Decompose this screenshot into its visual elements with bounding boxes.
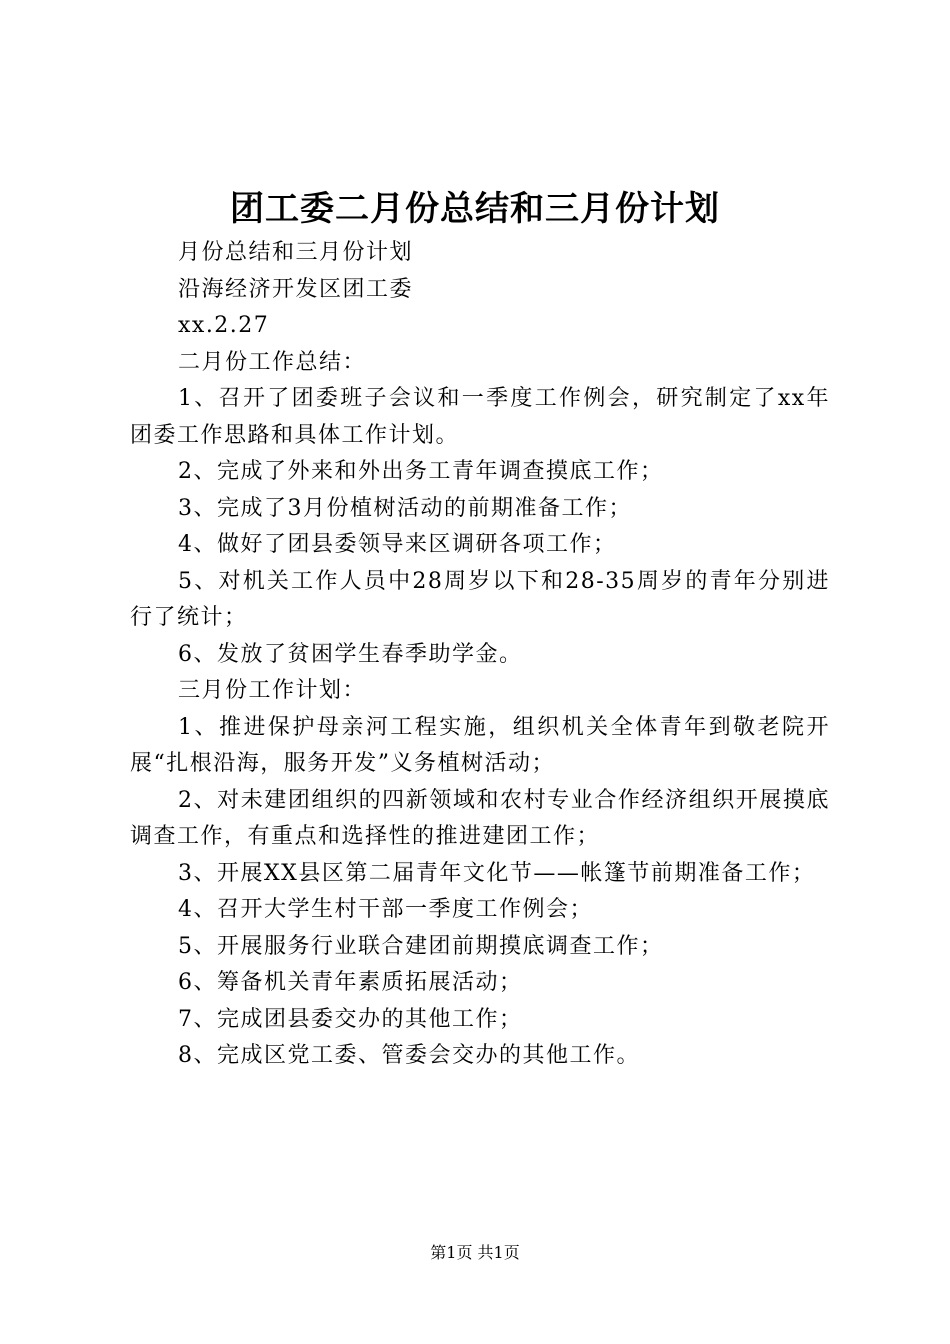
section-heading: 三月份工作计划： <box>178 678 367 703</box>
paragraph: 月份总结和三月份计划 <box>178 240 414 265</box>
list-item: 3、完成了3月份植树活动的前期准备工作； <box>178 495 632 521</box>
list-item: 4、召开大学生村干部一季度工作例会； <box>178 897 593 922</box>
page-footer: 第1页 共1页 <box>430 1243 520 1262</box>
paragraph: 沿海经济开发区团工委 <box>178 276 414 302</box>
list-item: 6、筹备机关青年素质拓展活动； <box>178 970 523 995</box>
list-item: 1、召开了团委班子会议和一季度工作例会，研究制定了xx年团委工作思路和具体工作计划。 <box>130 386 830 448</box>
list-item: 8、完成区党工委、管委会交办的其他工作。 <box>178 1043 640 1068</box>
paragraph: xx.2.27 <box>178 313 270 338</box>
list-item: 7、完成团县委交办的其他工作； <box>178 1006 523 1032</box>
list-item: 2、对未建团组织的四新领域和农村专业合作经济组织开展摸底调查工作，有重点和选择性的推进建团工作； <box>130 787 830 849</box>
list-item: 3、开展XX县区第二届青年文化节——帐篷节前期准备工作； <box>178 860 816 886</box>
list-item: 5、开展服务行业联合建团前期摸底调查工作； <box>178 933 664 959</box>
list-item: 6、发放了贫困学生春季助学金。 <box>178 641 523 667</box>
list-item: 5、对机关工作人员中28周岁以下和28-35周岁的青年分别进行了统计； <box>130 568 830 630</box>
section-heading: 二月份工作总结： <box>178 349 367 375</box>
list-item: 2、完成了外来和外出务工青年调查摸底工作； <box>178 459 664 484</box>
document-title: 团工委二月份总结和三月份计划 <box>230 189 720 229</box>
list-item: 4、做好了团县委领导来区调研各项工作； <box>178 532 617 557</box>
document-body <box>130 235 830 1075</box>
list-item: 1、推进保护母亲河工程实施，组织机关全体青年到敬老院开展“扎根沿海，服务开发”义务植树活动； <box>130 714 830 776</box>
